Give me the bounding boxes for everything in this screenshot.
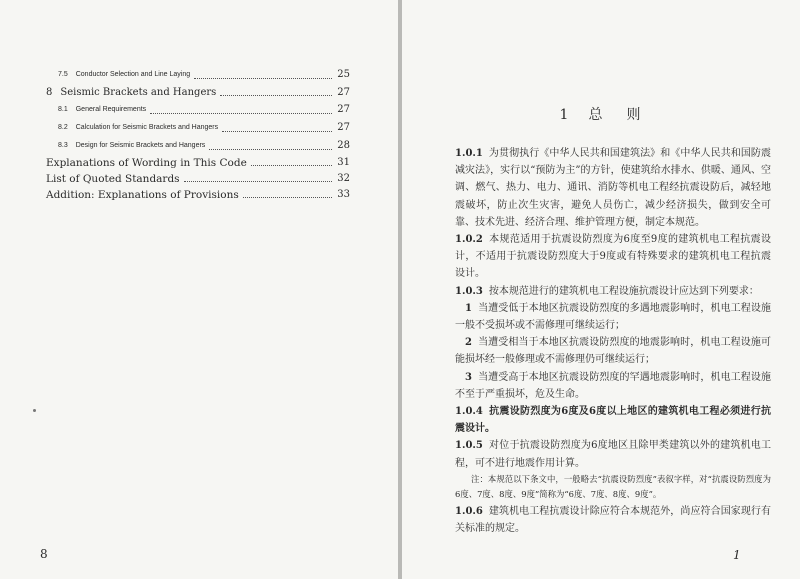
clause-1-0-4 [455, 403, 771, 437]
toc-title: Design for Seismic Brackets and Hangers [75, 142, 206, 149]
toc-page: 27 [337, 122, 350, 133]
toc-entry-8-3[interactable] [46, 137, 350, 155]
clause-text: 抗震设防烈度为6度及6度以上地区的建筑机电工程必须进行抗震设计。 [455, 406, 771, 435]
toc-number: 8.3 [58, 142, 68, 149]
sub-item-text: 当遭受高于本地区抗震设防烈度的罕遇地震影响时，机电工程设施不至于严重损坏，危及生命。 [455, 371, 771, 400]
table-of-contents [46, 66, 350, 203]
clause-1-0-6 [455, 503, 771, 537]
clause-number: 1.0.5 [455, 440, 483, 452]
clause-number: 1.0.1 [455, 148, 483, 159]
toc-title: Seismic Brackets and Hangers [60, 87, 217, 98]
clause-1-0-1 [455, 145, 771, 231]
toc-page: 25 [337, 69, 350, 80]
chapter-body [455, 145, 771, 537]
toc-entry-8-2[interactable] [46, 119, 350, 137]
note [455, 472, 771, 503]
clause-number: 1.0.2 [455, 234, 483, 246]
clause-number: 1.0.6 [455, 505, 483, 517]
scan-speck [33, 409, 36, 412]
chapter-title-second-char: 则 [626, 107, 643, 123]
sub-item-3 [455, 369, 771, 403]
toc-title: Conductor Selection and Line Laying [75, 71, 191, 78]
clause-1-0-5 [455, 437, 771, 471]
chapter-number: 1 [559, 107, 571, 123]
toc-leader [209, 148, 332, 150]
toc-entry-8-1[interactable] [46, 101, 350, 119]
toc-number: 8.1 [58, 106, 68, 113]
clause-number: 1.0.4 [455, 406, 483, 418]
toc-entry-explanations-of-provisions[interactable] [46, 187, 350, 203]
left-page-number: 8 [40, 547, 48, 561]
toc-title: General Requirements [75, 106, 147, 113]
sub-item-number: 2 [465, 337, 472, 349]
note-text: 注：本规范以下条文中，一般略去“抗震设防烈度”表叙字样，对“抗震设防烈度为6度、7度、8度、9度”简称为“6度、7度、8度、9度”。 [455, 473, 771, 500]
chapter-heading [402, 104, 800, 124]
toc-entry-8[interactable] [46, 84, 350, 101]
toc-entry-explanations-of-wording[interactable] [46, 155, 350, 171]
toc-title: Calculation for Seismic Brackets and Hangers [75, 124, 219, 131]
sub-item-text: 当遭受相当于本地区抗震设防烈度的地震影响时，机电工程设施可能损坏经一般修理或不需修理仍可继续运行； [455, 337, 771, 366]
right-page-number: 1 [733, 548, 741, 562]
toc-number: 8.2 [58, 124, 68, 131]
sub-item-number: 3 [465, 371, 472, 383]
toc-leader [184, 180, 332, 182]
clause-text: 本规范适用于抗震设防烈度为6度至9度的建筑机电工程抗震设计，不适用于抗震设防烈度大于9度或有特殊要求的建筑机电工程抗震设计。 [455, 234, 771, 280]
clause-text: 对位于抗震设防烈度为6度地区且除甲类建筑以外的建筑机电工程，可不进行地震作用计算。 [455, 440, 771, 469]
toc-page: 28 [337, 140, 350, 151]
clause-1-0-3 [455, 283, 771, 300]
toc-title: List of Quoted Standards [46, 173, 180, 185]
toc-page: 31 [337, 157, 350, 168]
toc-page: 27 [337, 87, 350, 98]
clause-text: 建筑机电工程抗震设计除应符合本规范外，尚应符合国家现行有关标准的规定。 [455, 505, 771, 535]
toc-page: 33 [337, 189, 350, 200]
toc-page: 27 [337, 104, 350, 115]
chapter-title-first-char: 总 [588, 107, 605, 123]
sub-item-1 [455, 300, 771, 334]
toc-number: 7.5 [58, 71, 68, 78]
toc-leader [220, 94, 332, 96]
toc-page: 32 [337, 173, 350, 184]
sub-item-text: 当遭受低于本地区抗震设防烈度的多遇地震影响时，机电工程设施一般不受损坏或不需修理可继续运行； [455, 302, 771, 332]
clause-text: 按本规范进行的建筑机电工程设施抗震设计应达到下列要求： [488, 285, 759, 297]
toc-leader [150, 112, 332, 114]
clause-text: 为贯彻执行《中华人民共和国建筑法》和《中华人民共和国防震减灾法》，实行以“预防为主”的方针，使建筑给水排水、供暖、通风、空调、燃气、热力、电力、通讯、消防等机电工程经抗震设防后，减轻地震破坏，防止次生灾害，避免人员伤亡，减少经济损失，做到安全可靠、技术先进、经济合理、维护管理方便，制定本规范。 [455, 148, 771, 228]
toc-title: Addition: Explanations of Provisions [46, 189, 239, 201]
toc-title: Explanations of Wording in This Code [46, 157, 247, 169]
clause-1-0-2 [455, 231, 771, 283]
toc-entry-quoted-standards[interactable] [46, 171, 350, 187]
sub-item-2 [455, 334, 771, 368]
sub-item-number: 1 [465, 302, 472, 314]
toc-leader [222, 130, 332, 132]
toc-entry-7-5[interactable] [46, 66, 350, 84]
clause-number: 1.0.3 [455, 285, 483, 297]
toc-number: 8 [46, 87, 53, 98]
toc-leader [243, 196, 332, 198]
toc-leader [251, 164, 332, 166]
toc-leader [194, 77, 332, 79]
